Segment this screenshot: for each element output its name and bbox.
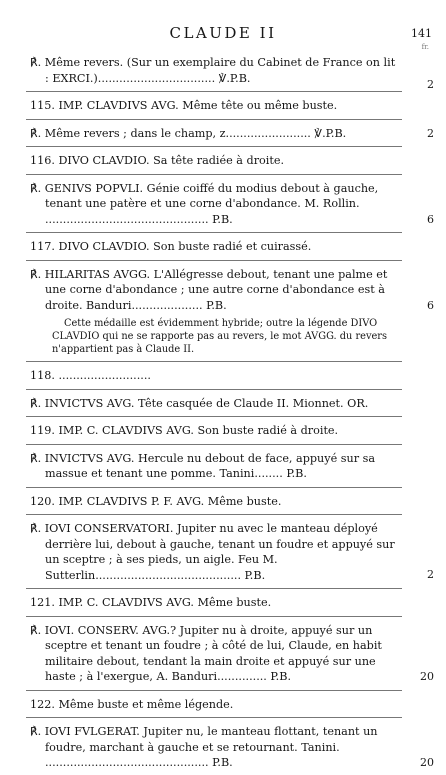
margin-count: 20 <box>420 669 434 683</box>
entry-note: Cette médaille est évidemment hybride; outre la légende DIVO CLAVDIO qui ne se rapporte pas au revers, le mot AVGG. du revers n'appartient pas à Claude II. <box>52 318 387 355</box>
separator <box>26 717 402 718</box>
entry-obverse: 116. DIVO CLAVDIO. Sa tête radiée à droite. <box>30 154 285 167</box>
entry-obverse: 120. IMP. CLAVDIVS P. F. AVG. Même buste. <box>30 494 282 508</box>
page-title: CLAUDE II <box>169 24 277 42</box>
separator <box>26 119 402 120</box>
entry-obverse: 121. IMP. C. CLAVDIVS AVG. Même buste. <box>30 596 272 609</box>
separator <box>26 588 402 589</box>
margin-count: 6 <box>427 212 434 226</box>
separator <box>26 389 402 390</box>
entry-reverse: ℟. Même revers. (Sur un exemplaire du Cabinet de France on lit : EXRCI.)................................. ℣.P.B. 2 <box>30 56 434 91</box>
entry-obverse: 118. .......................... <box>30 369 151 382</box>
separator <box>26 616 402 617</box>
margin-count: 2 <box>427 568 434 581</box>
entry-reverse: ℟. GENIVS POPVLI. Génie coiffé du modius debout à gauche, tenant une patère et une corne d'abondance. M. Rollin. .............................................. P.B. 6 <box>30 181 434 226</box>
separator <box>26 174 402 175</box>
separator <box>26 232 402 233</box>
separator <box>26 91 402 92</box>
entry-reverse: ℟. Même revers ; dans le champ, z........................ ℣.P.B. 2 <box>30 126 434 140</box>
entry-reverse: ℟. IOVI CONSERVATORI. Jupiter nu avec le manteau déployé derrière lui, debout à gauche, tenant un foudre et appuyé sur un sceptre ; à ses pieds, un aigle. Feu M. Sutterlin......................................... P.B. 2 <box>30 522 434 582</box>
entry-reverse: ℟. HILARITAS AVGG. L'Allégresse debout, tenant une palme et une corne d'abondance ; une autre corne d'abondance est à droite. Banduri.................... P.B. 6 <box>30 267 434 312</box>
separator <box>26 690 402 691</box>
separator <box>26 260 402 261</box>
margin-count: 6 <box>427 298 434 312</box>
entry-reverse: ℟. IOVI. CONSERV. AVG.? Jupiter nu à droite, appuyé sur un sceptre et tenant un foudre ; à côté de lui, Claude, en habit militaire debout, tendant la main droite et appuyé sur une haste ; à l'exergue, A. Banduri.............. P.B. 20 <box>30 623 434 683</box>
entry-obverse: 117. DIVO CLAVDIO. Son buste radié et cuirassé. <box>30 240 312 253</box>
catalogue-entries <box>30 55 434 775</box>
separator <box>26 416 402 417</box>
entry-obverse: 119. IMP. C. CLAVDIVS AVG. Son buste radié à droite. <box>30 424 339 437</box>
separator <box>26 146 402 147</box>
entry-obverse: 122. Même buste et même légende. <box>30 697 234 711</box>
page-number: 141 <box>411 27 432 40</box>
margin-count: 2 <box>427 78 434 91</box>
margin-count: 2 <box>427 126 434 140</box>
margin-count: 20 <box>420 756 434 769</box>
entry-reverse: ℟. INVICTVS AVG. Hercule nu debout de face, appuyé sur sa massue et tenant une pomme. Tanini........ P.B. <box>30 451 376 480</box>
separator <box>26 514 402 515</box>
separator <box>26 361 402 362</box>
separator <box>26 487 402 488</box>
page-header <box>0 24 446 51</box>
entry-obverse: 115. IMP. CLAVDIVS AVG. Même tête ou même buste. <box>30 99 338 112</box>
page-mark: fr. <box>421 43 429 51</box>
entry-reverse: ℟. INVICTVS AVG. Tête casquée de Claude II. Mionnet. OR. <box>30 396 369 410</box>
separator <box>26 444 402 445</box>
entry-reverse: ℟. IOVI FVLGERAT. Jupiter nu, le manteau flottant, tenant un foudre, marchant à gauche et se retournant. Tanini. .............................................. P.B. 20 <box>30 725 434 769</box>
